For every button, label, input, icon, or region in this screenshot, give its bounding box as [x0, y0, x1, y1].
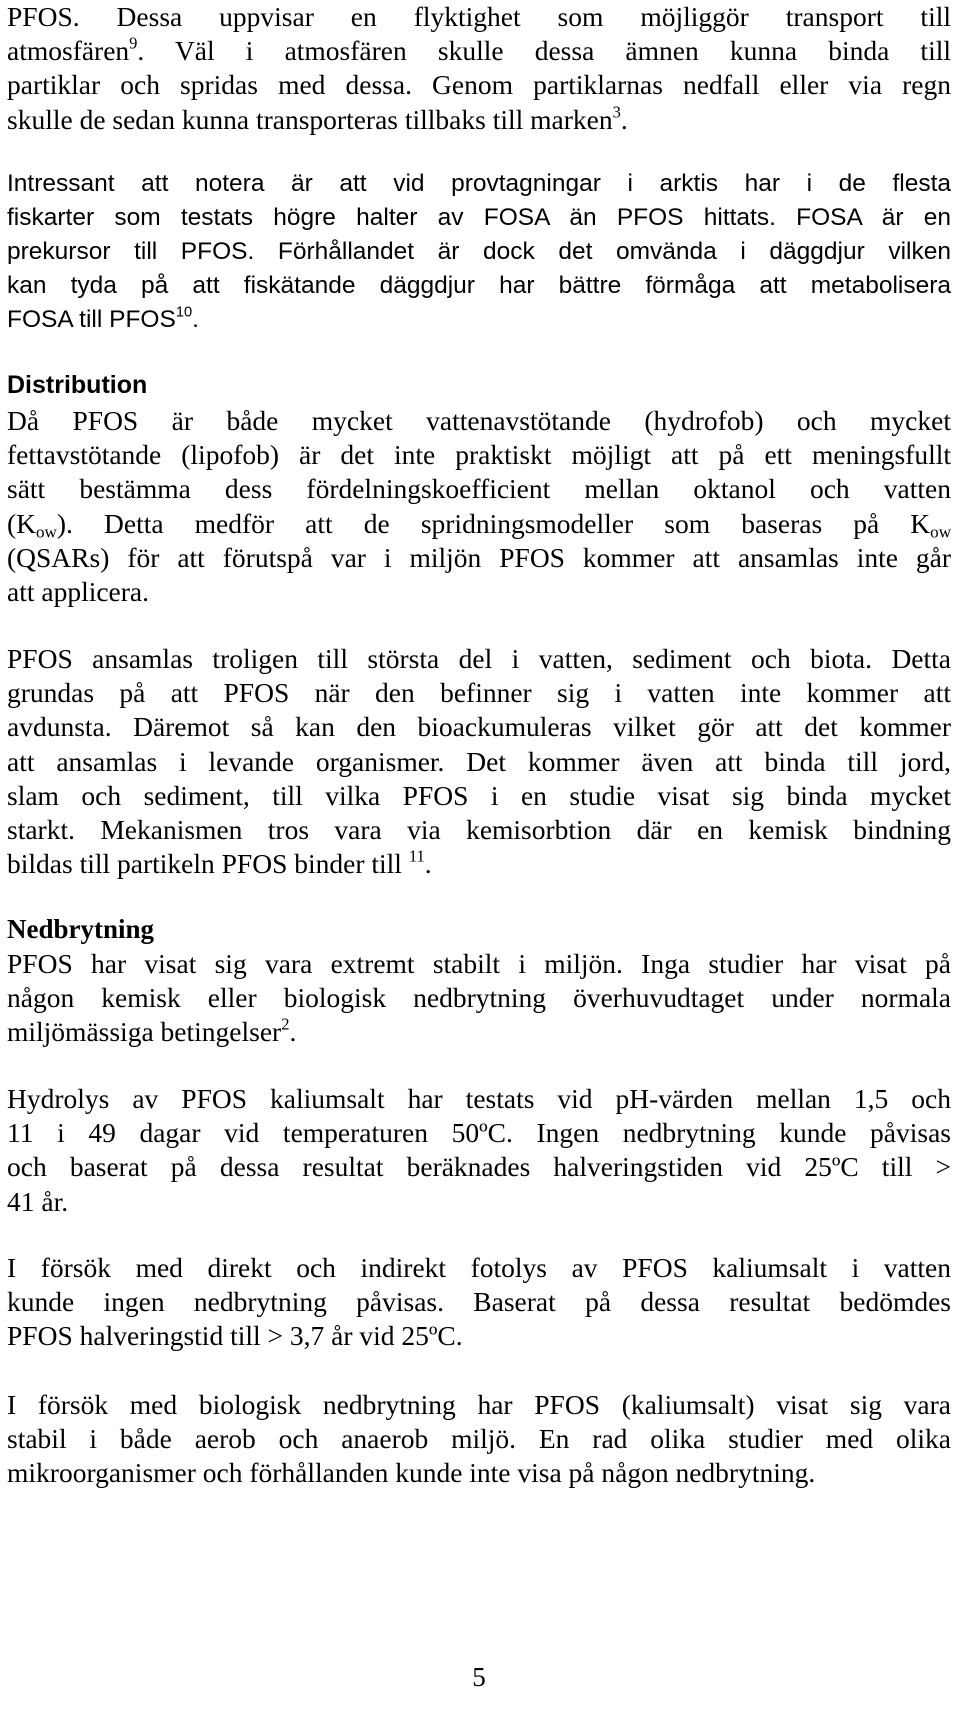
text-line: prekursor till PFOS. Förhållandet är dock det omvända i däggdjur vilken: [7, 238, 951, 265]
text-fragment: bildas till partikeln PFOS binder till: [7, 848, 409, 880]
paragraph-accumulation: [7, 642, 951, 881]
text-fragment: .: [289, 1016, 297, 1048]
paragraph-stability: [7, 947, 951, 1050]
text-line: [7, 507, 951, 541]
paragraph-photolysis: [7, 1251, 951, 1354]
text-line: sätt bestämma dess fördelningskoefficient mellan oktanol och vatten: [7, 473, 951, 505]
text-line: och baserat på dessa resultat beräknades halveringstiden vid 25ºC till >: [7, 1151, 951, 1183]
text-line: [7, 1015, 951, 1049]
text-line: [7, 103, 951, 137]
text-fragment: FOSA till PFOS: [7, 306, 176, 333]
section-heading-distribution: Distribution: [7, 371, 148, 399]
text-line: att applicera.: [7, 576, 149, 608]
text-line: Hydrolys av PFOS kaliumsalt har testats vid pH-värden mellan 1,5 och: [7, 1083, 951, 1114]
page-number: 5: [472, 1662, 486, 1692]
text-line: partiklar och spridas med dessa. Genom partiklarnas nedfall eller via regn: [7, 69, 951, 101]
text-line: PFOS halveringstid till > 3,7 år vid 25ºC.: [7, 1320, 463, 1352]
text-line: någon kemisk eller biologisk nedbrytning överhuvudtaget under normala: [7, 982, 951, 1014]
reference-superscript: 10: [175, 304, 193, 321]
reference-superscript: 2: [281, 1014, 290, 1034]
paragraph-distribution: [7, 404, 951, 609]
text-line: fiskarter som testats högre halter av FOSA än PFOS hittats. FOSA är en: [7, 204, 951, 231]
text-line: fettavstötande (lipofob) är det inte praktiskt möjligt att på ett meningsfullt: [7, 439, 951, 471]
text-line: Då PFOS är både mycket vattenavstötande (hydrofob) och mycket: [7, 405, 951, 436]
text-line: (QSARs) för att förutspå var i miljön PFOS kommer att ansamlas inte går: [7, 541, 951, 573]
text-line: slam och sediment, till vilka PFOS i en studie visat sig binda mycket: [7, 779, 951, 811]
text-line: I försök med direkt och indirekt fotolys av PFOS kaliumsalt i vatten: [7, 1252, 951, 1283]
text-line: starkt. Mekanismen tros vara via kemisorbtion där en kemisk bindning: [7, 814, 951, 846]
text-line: kunde ingen nedbrytning påvisas. Baserat på dessa resultat bedömdes: [7, 1286, 951, 1318]
text-line: I försök med biologisk nedbrytning har PFOS (kaliumsalt) visat sig vara: [7, 1389, 951, 1420]
text-fragment: ). Detta medför att de spridningsmodeller som baseras på K: [56, 507, 931, 539]
text-fragment: (K: [7, 507, 37, 539]
text-line: Intressant att notera är att vid provtagningar i arktis har i de flesta: [7, 170, 951, 197]
text-line: PFOS ansamlas troligen till största del i vatten, sediment och biota. Detta: [7, 643, 951, 674]
section-heading-nedbrytning: Nedbrytning: [7, 914, 155, 944]
text-fragment: .: [620, 103, 628, 135]
reference-superscript: 9: [129, 33, 138, 53]
paragraph-arctic-sampling: [7, 167, 951, 337]
text-fragment: atmosfären: [7, 35, 130, 67]
text-line: PFOS. Dessa uppvisar en flyktighet som möjliggör transport till: [7, 1, 951, 32]
text-fragment: miljömässiga betingelser: [7, 1016, 282, 1048]
text-line: 11 i 49 dagar vid temperaturen 50ºC. Ingen nedbrytning kunde påvisas: [7, 1117, 951, 1149]
text-line: grundas på att PFOS när den befinner sig i vatten inte kommer att: [7, 677, 951, 709]
text-line: avdunsta. Däremot så kan den bioackumuleras vilket gör att det kommer: [7, 711, 951, 743]
paragraph-hydrolysis: [7, 1082, 951, 1219]
text-line: 41 år.: [7, 1185, 69, 1217]
text-line: PFOS har visat sig vara extremt stabilt i miljön. Inga studier har visat på: [7, 948, 951, 979]
text-line: kan tyda på att fiskätande däggdjur har bättre förmåga att metabolisera: [7, 272, 951, 299]
text-line: [7, 847, 951, 881]
paragraph-biodegradation: [7, 1388, 951, 1491]
text-line: mikroorganismer och förhållanden kunde inte visa på någon nedbrytning.: [7, 1457, 816, 1489]
subscript: ow: [930, 521, 951, 541]
text-line: att ansamlas i levande organismer. Det kommer även att binda till jord,: [7, 745, 951, 777]
text-line: stabil i både aerob och anaerob miljö. En rad olika studier med olika: [7, 1423, 951, 1455]
subscript: ow: [36, 521, 57, 541]
text-fragment: .: [192, 306, 199, 333]
reference-superscript: 3: [612, 102, 621, 122]
text-line: [7, 34, 951, 68]
text-fragment: skulle de sedan kunna transporteras tillbaks till marken: [7, 103, 613, 135]
text-line: [7, 303, 951, 337]
reference-superscript: 11: [408, 846, 425, 866]
text-fragment: .: [424, 848, 432, 880]
text-fragment: . Väl i atmosfären skulle dessa ämnen kunna binda till: [137, 35, 951, 67]
paragraph-atmosphere-transport: [7, 0, 951, 137]
